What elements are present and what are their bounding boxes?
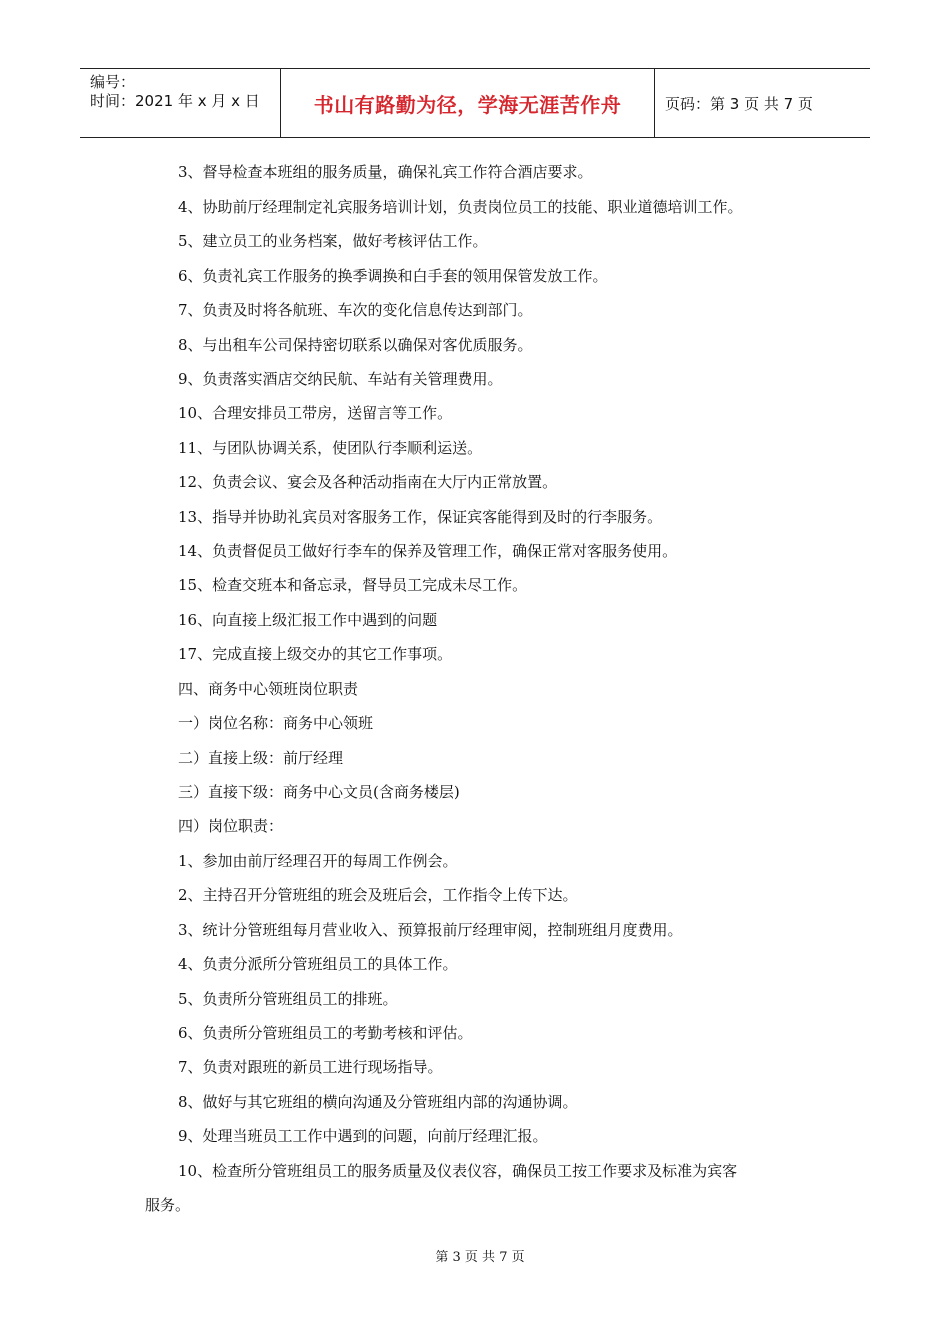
body-line: 17、完成直接上级交办的其它工作事项。 [178, 645, 453, 663]
body-line: 1、参加由前厅经理召开的每周工作例会。 [178, 852, 458, 870]
body-line: 三）直接下级：商务中心文员(含商务楼层) [178, 783, 460, 801]
page-indicator: 页码：第 3 页 共 7 页 [665, 94, 813, 113]
body-line: 15、检查交班本和备忘录，督导员工完成未尽工作。 [178, 576, 528, 594]
body-line: 四）岗位职责： [178, 817, 284, 835]
body-line: 12、负责会议、宴会及各种活动指南在大厅内正常放置。 [178, 473, 558, 491]
motto-text: 书山有路勤为径，学海无涯苦作舟 [313, 92, 622, 117]
body-line: 9、负责落实酒店交纳民航、车站有关管理费用。 [178, 370, 503, 388]
body-line: 2、主持召开分管班组的班会及班后会，工作指令上传下达。 [178, 886, 578, 904]
body-line: 4、协助前厅经理制定礼宾服务培训计划，负责岗位员工的技能、职业道德培训工作。 [178, 198, 743, 216]
body-line: 11、与团队协调关系，使团队行李顺利运送。 [178, 439, 483, 457]
body-line: 二）直接上级：前厅经理 [178, 749, 344, 767]
code-label: 编号： [90, 73, 136, 91]
header-motto-cell [281, 69, 655, 137]
body-line: 6、负责礼宾工作服务的换季调换和白手套的领用保管发放工作。 [178, 267, 608, 285]
body-line: 7、负责对跟班的新员工进行现场指导。 [178, 1058, 443, 1076]
body-line: 14、负责督促员工做好行李车的保养及管理工作，确保正常对客服务使用。 [178, 542, 678, 560]
header-page-cell [655, 69, 870, 137]
body-line: 6、负责所分管班组员工的考勤考核和评估。 [178, 1024, 473, 1042]
body-line: 16、向直接上级汇报工作中遇到的问题 [178, 611, 438, 629]
body-line: 4、负责分派所分管班组员工的具体工作。 [178, 955, 458, 973]
body-line: 7、负责及时将各航班、车次的变化信息传达到部门。 [178, 301, 533, 319]
footer-page-number: 第 3 页 共 7 页 [435, 1250, 525, 1265]
body-line: 8、做好与其它班组的横向沟通及分管班组内部的沟通协调。 [178, 1093, 578, 1111]
body-line-continuation: 服务。 [145, 1196, 191, 1214]
body-line: 3、统计分管班组每月营业收入、预算报前厅经理审阅，控制班组月度费用。 [178, 921, 683, 939]
body-line: 5、建立员工的业务档案，做好考核评估工作。 [178, 232, 488, 250]
body-line: 一）岗位名称：商务中心领班 [178, 714, 374, 732]
header-meta-cell [80, 69, 281, 137]
page-header [80, 68, 870, 138]
body-line: 10、合理安排员工带房，送留言等工作。 [178, 404, 453, 422]
page-footer [0, 1246, 950, 1265]
body-line: 10、检查所分管班组员工的服务质量及仪表仪容，确保员工按工作要求及标准为宾客 [178, 1162, 738, 1180]
body-line: 3、督导检查本班组的服务质量，确保礼宾工作符合酒店要求。 [178, 163, 593, 181]
body-line: 9、处理当班员工工作中遇到的问题，向前厅经理汇报。 [178, 1127, 548, 1145]
body-line: 5、负责所分管班组员工的排班。 [178, 990, 398, 1008]
time-label: 时间：2021 年 x 月 x 日 [90, 92, 260, 110]
body-line: 8、与出租车公司保持密切联系以确保对客优质服务。 [178, 336, 533, 354]
body-line: 13、指导并协助礼宾员对客服务工作，保证宾客能得到及时的行李服务。 [178, 508, 663, 526]
section-heading: 四、商务中心领班岗位职责 [178, 680, 359, 698]
